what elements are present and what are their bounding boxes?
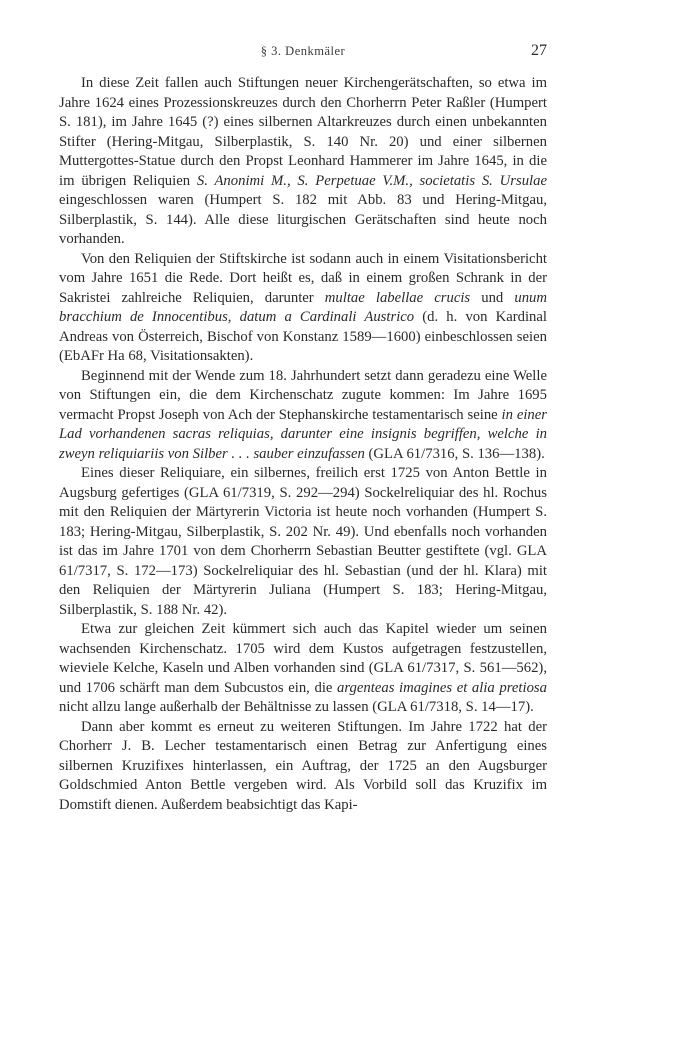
- text-run: nicht allzu lange außerhalb der Behältnisse zu lassen (GLA 61/7318, S. 14—17).: [59, 699, 534, 715]
- running-title: § 3. Denkmäler: [260, 44, 346, 58]
- text-run: eingeschlossen waren (Humpert S. 182 mit Abb. 83 und Hering-Mitgau, Silberplastik, S. 144). Alle diese liturgischen Gerätschaften sind heute noch vorhanden.: [59, 192, 547, 247]
- paragraph: [59, 250, 547, 367]
- text-run: Etwa zur gleichen Zeit kümmert sich auch das Kapitel wieder um seinen wachsenden Kirchenschatz. 1705 wird dem Kustos aufgetragen festzustellen, wieviele Kelche, Kaseln und Alben vorhanden sind (GLA 61/7317, S. 561—562), und 1706 schärft man dem Subcustos ein, die: [59, 621, 547, 696]
- italic-text: unum bracchium de Innocentibus, datum a Cardinali Austrico: [59, 289, 547, 325]
- text-run: (GLA 61/7316, S. 136—138).: [364, 445, 545, 462]
- running-head: [59, 44, 547, 64]
- text-run: und: [470, 289, 515, 306]
- paragraph: [59, 74, 547, 250]
- paragraph: [59, 718, 547, 816]
- text-run: In diese Zeit fallen auch Stiftungen neuer Kirchengerätschaften, so etwa im Jahre 1624 eines Prozessionskreuzes durch den Chorherrn Peter Raßler (Humpert S. 181), im Jahre 1645 (?) eines silbernen Altarkreuzes durch einen unbekannten Stifter (Hering-Mitgau, Silberplastik, S. 140 Nr. 20) und einer silbernen Muttergottes-Statue durch den Propst Leonhard Hammerer im Jahre 1645, in die im übrigen Reliquien: [59, 75, 547, 189]
- text-run: Beginnend mit der Wende zum 18. Jahrhundert setzt dann geradezu eine Welle von Stiftungen ein, die dem Kirchenschatz zugute kommen: Im Jahre 1695 vermacht Propst Joseph von Ach der Stephanskirche testamentarisch seine: [59, 367, 547, 423]
- italic-text: argenteas imagines et alia pretiosa: [337, 679, 547, 696]
- paragraph: [59, 620, 547, 718]
- body-text: [59, 74, 547, 815]
- italic-text: multae labellae crucis: [324, 289, 471, 306]
- page-number: 27: [531, 42, 547, 59]
- paragraph: [59, 367, 547, 465]
- text-run: Von den Reliquien der Stiftskirche ist sodann auch in einem Visitationsbericht vom Jahre 1651 die Rede. Dort heißt es, daß in einem großen Schrank in der Sakristei zahlreiche Reliquien, darunter: [59, 250, 547, 306]
- italic-text: S. Anonimi M., S. Perpetuae V.M., societatis S. Ursulae: [196, 172, 547, 189]
- text-run: Dann aber kommt es erneut zu weiteren Stiftungen. Im Jahre 1722 hat der Chorherr J. B. Lecher testamentarisch einen Betrag zur Anfertigung eines silbernen Kruzifixes hinterlassen, ein Auftrag, der 1725 an den Augsburger Goldschmied Anton Bettle vergeben wird. Als Vorbild soll das Kruzifix im Domstift dienen. Außerdem beabsichtigt das Kapi-: [59, 718, 547, 813]
- paragraph: [59, 464, 547, 620]
- text-run: Eines dieser Reliquiare, ein silbernes, freilich erst 1725 von Anton Bettle in Augsburg gefertiges (GLA 61/7319, S. 292—294) Sockelreliquiar des hl. Rochus mit den Reliquien der Märtyrerin Victoria ist heute noch vorhanden (Humpert S. 183; Hering-Mitgau, Silberplastik, S. 202 Nr. 49). Und ebenfalls noch vorhanden ist das im Jahre 1701 von dem Chorherrn Sebastian Beutter gestiftete (vgl. GLA 61/7317, S. 172—173) Sockelreliquiar des hl. Sebastian (und der hl. Klara) mit den Reliquien der Märtyrerin Juliana (Humpert S. 183; Hering-Mitgau, Silberplastik, S. 188 Nr. 42).: [59, 465, 547, 618]
- italic-text: in einer Lad vorhandenen sacras reliquias, darunter eine insignis begriffen, welche in zweyn reliquiariis von Silber . . . sauber einzufassen: [59, 406, 548, 462]
- text-run: (d. h. von Kardinal Andreas von Österreich, Bischof von Konstanz 1589—1600) einbeschlossen seien (EbAFr Ha 68, Visitationsakten).: [59, 309, 547, 364]
